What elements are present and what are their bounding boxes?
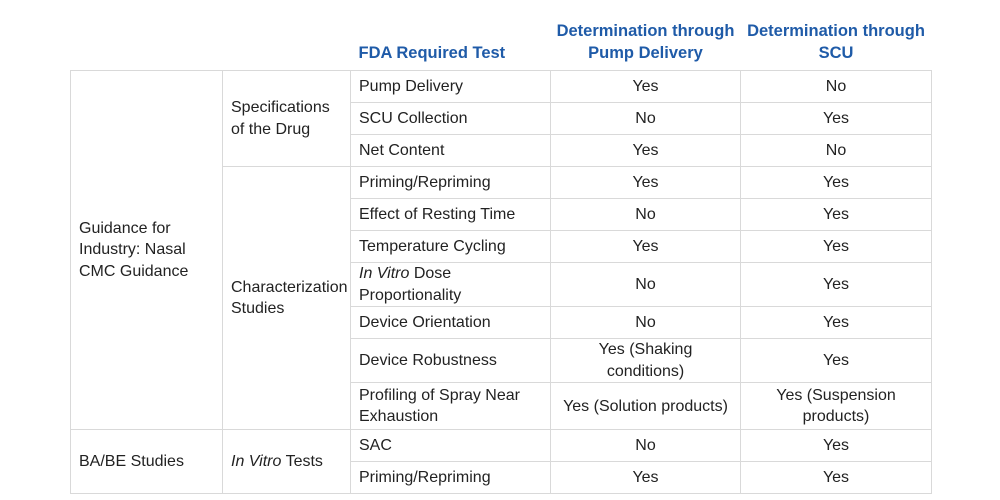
table-row	[71, 430, 932, 462]
scu-value: Yes	[741, 430, 932, 462]
pump-value: Yes	[551, 462, 741, 494]
scu-value: Yes (Suspension products)	[741, 383, 932, 430]
test-name-rest: Dose Proportionality	[359, 265, 462, 304]
pump-value: No	[551, 263, 741, 307]
test-name-italic: In Vitro	[359, 265, 410, 282]
pump-value: No	[551, 103, 741, 135]
test-name: Priming/Repriming	[351, 462, 551, 494]
test-name: Profiling of Spray Near Exhaustion	[351, 383, 551, 430]
header-pump-delivery: Determination through Pump Delivery	[556, 22, 735, 62]
scu-value: Yes	[741, 307, 932, 339]
test-name: Effect of Resting Time	[351, 199, 551, 231]
table-row	[71, 71, 932, 103]
subgroup-in-vitro-tests	[223, 430, 351, 494]
group-guidance: Guidance for Industry: Nasal CMC Guidance	[71, 71, 223, 430]
pump-value: No	[551, 430, 741, 462]
pump-value: Yes	[551, 231, 741, 263]
pump-value: Yes	[551, 71, 741, 103]
scu-value: No	[741, 135, 932, 167]
test-name: Priming/Repriming	[351, 167, 551, 199]
subgroup-specifications: Specifications of the Drug	[223, 71, 351, 167]
pump-value: Yes (Solution products)	[551, 383, 741, 430]
header-fda-required-test: FDA Required Test	[358, 43, 506, 62]
test-name: Device Orientation	[351, 307, 551, 339]
scu-value: Yes	[741, 339, 932, 383]
header-row	[71, 8, 932, 71]
scu-value: No	[741, 71, 932, 103]
subgroup-rest: Tests	[281, 453, 323, 471]
header-scu: Determination through SCU	[747, 22, 925, 62]
scu-value: Yes	[741, 167, 932, 199]
pump-value: No	[551, 199, 741, 231]
subgroup-characterization: Characterization Studies	[223, 167, 351, 430]
test-name: Temperature Cycling	[351, 231, 551, 263]
pump-value: No	[551, 307, 741, 339]
scu-value: Yes	[741, 199, 932, 231]
test-name: Pump Delivery	[351, 71, 551, 103]
scu-value: Yes	[741, 462, 932, 494]
test-name: SCU Collection	[351, 103, 551, 135]
fda-test-table	[70, 8, 932, 494]
scu-value: Yes	[741, 263, 932, 307]
subgroup-italic: In Vitro	[231, 453, 282, 471]
pump-value: Yes	[551, 167, 741, 199]
scu-value: Yes	[741, 103, 932, 135]
test-name: SAC	[351, 430, 551, 462]
pump-value: Yes	[551, 135, 741, 167]
scu-value: Yes	[741, 231, 932, 263]
pump-value: Yes (Shaking conditions)	[551, 339, 741, 383]
test-name: Net Content	[351, 135, 551, 167]
test-name: Device Robustness	[351, 339, 551, 383]
group-babe: BA/BE Studies	[71, 430, 223, 494]
test-name	[351, 263, 551, 307]
